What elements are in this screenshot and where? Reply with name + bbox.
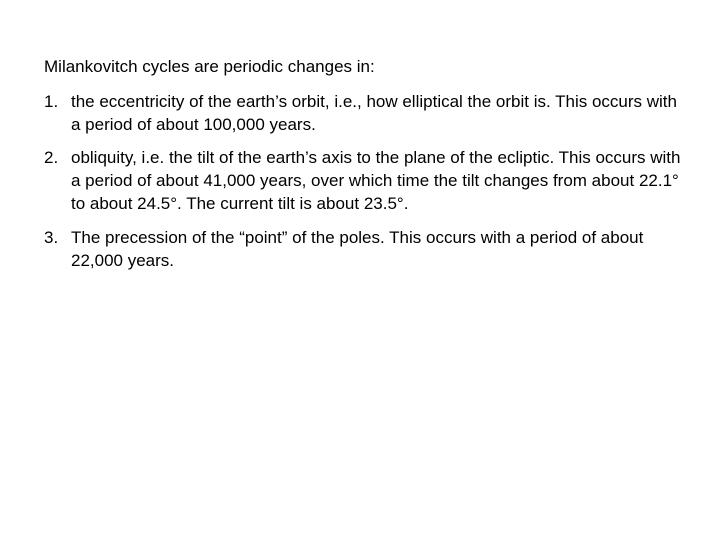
intro-text: Milankovitch cycles are periodic changes in: [44, 57, 375, 76]
cycle-item-precession [44, 226, 684, 272]
item-text: the eccentricity of the earth’s orbit, i.e., how elliptical the orbit is. This occurs with a period of about 100,000 years. [71, 92, 677, 134]
item-number: 2. [44, 148, 59, 167]
item-text: The precession of the “point” of the poles. This occurs with a period of about 22,000 years. [71, 228, 644, 270]
milankovitch-cycle-list [44, 90, 684, 282]
item-text: obliquity, i.e. the tilt of the earth’s axis to the plane of the ecliptic. This occurs with a period of about 41,000 years, over which time the tilt changes from about 22.1° to about 24.5°. The current tilt is about 23.5°. [71, 148, 681, 213]
item-number: 1. [44, 92, 59, 111]
item-number: 3. [44, 228, 59, 247]
cycle-item-eccentricity [44, 90, 684, 136]
cycle-item-obliquity [44, 146, 684, 215]
